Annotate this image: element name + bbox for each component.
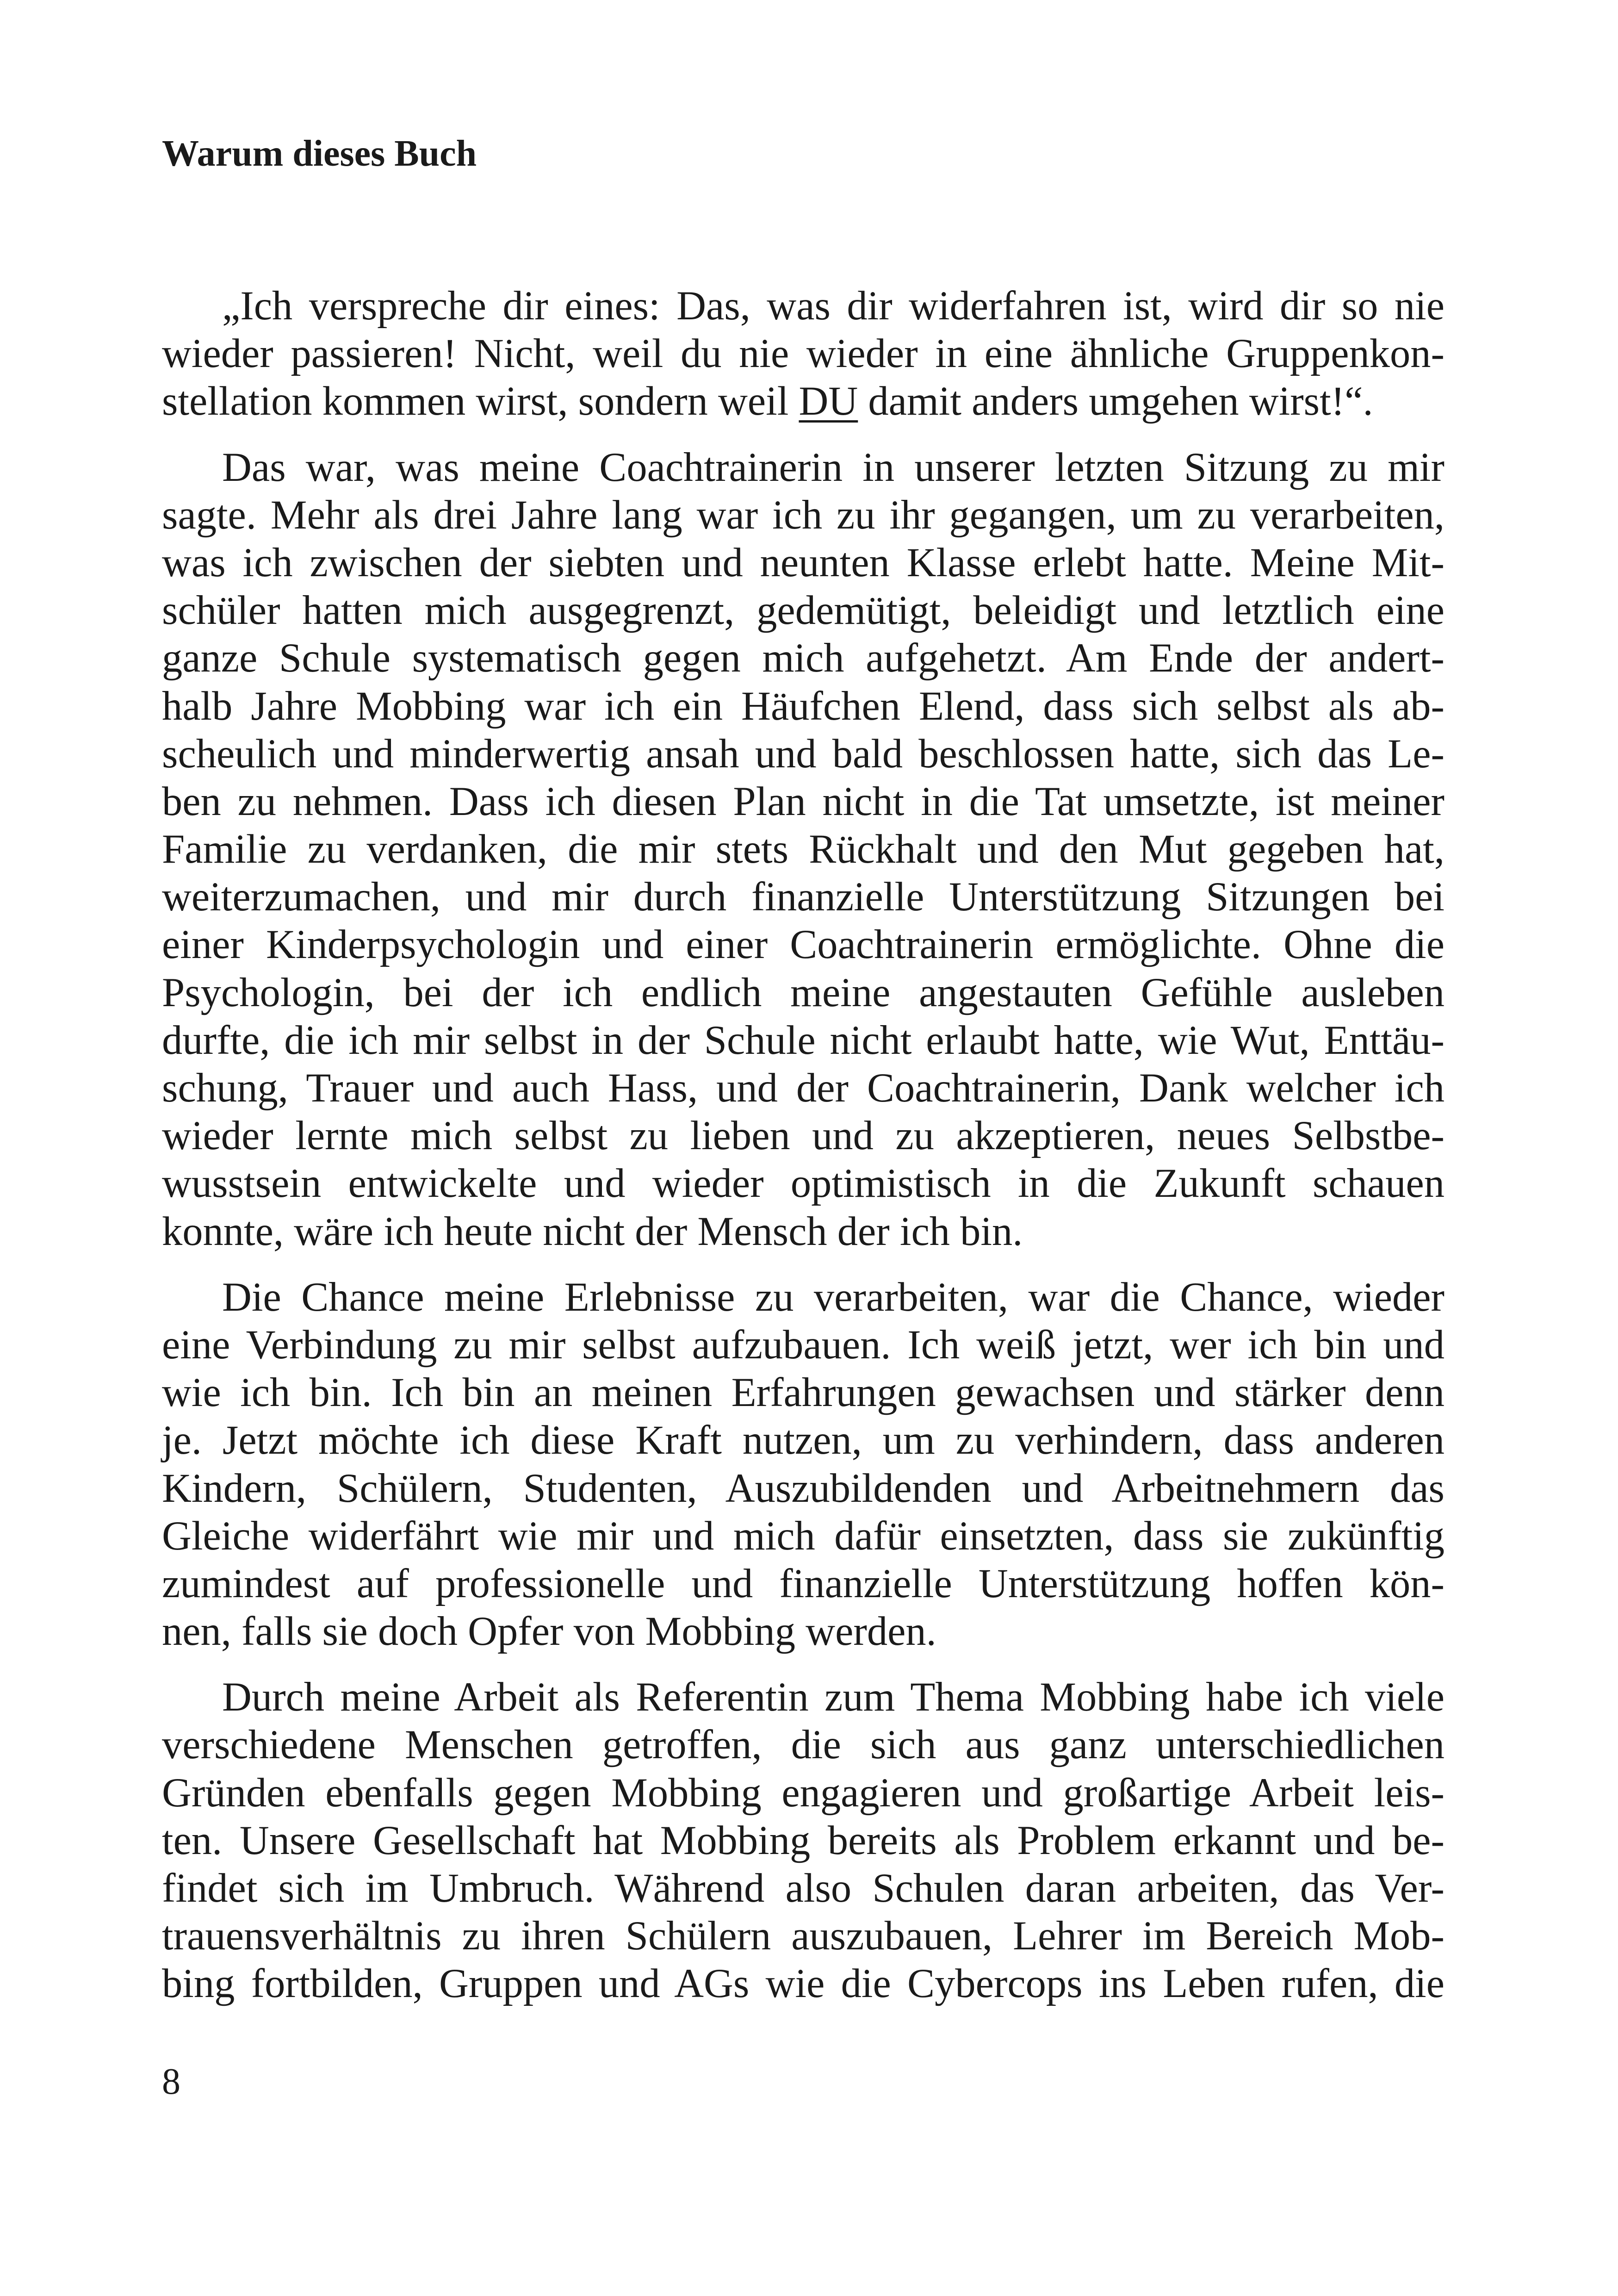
text-line: verschiedene Menschen getroffen, die sich aus ganz unterschiedlichen <box>162 1722 1444 1768</box>
text-line: findet sich im Umbruch. Während also Schulen daran arbeiten, das Ver- <box>162 1866 1444 1911</box>
text-line: einer Kinderpsychologin und einer Coachtrainerin ermöglichte. Ohne die <box>162 922 1444 968</box>
text-line: Gründen ebenfalls gegen Mobbing engagieren und großartige Arbeit leis- <box>162 1770 1444 1816</box>
text-line: Das war, was meine Coachtrainerin in unserer letzten Sitzung zu mir <box>222 444 1444 490</box>
text-line: eine Verbindung zu mir selbst aufzubauen. Ich weiß jetzt, wer ich bin und <box>162 1322 1444 1368</box>
text-line: trauensverhältnis zu ihren Schülern auszubauen, Lehrer im Bereich Mob- <box>162 1913 1444 1959</box>
paragraph-2 <box>162 444 1444 1256</box>
text-line: was ich zwischen der siebten und neunten Klasse erlebt hatte. Meine Mit- <box>162 540 1444 585</box>
text-line: bing fortbilden, Gruppen und AGs wie die Cybercops ins Leben rufen, die <box>162 1961 1444 2007</box>
page-number: 8 <box>162 2061 180 2102</box>
text-line <box>162 378 1444 425</box>
body-text <box>162 282 1444 2026</box>
text-line: je. Jetzt möchte ich diese Kraft nutzen, um zu verhindern, dass anderen <box>162 1418 1444 1463</box>
text-line: ben zu nehmen. Dass ich diesen Plan nicht in die Tat umsetzte, ist meiner <box>162 778 1444 824</box>
text-line: ten. Unsere Gesellschaft hat Mobbing bereits als Problem erkannt und be- <box>162 1817 1444 1863</box>
text-line: halb Jahre Mobbing war ich ein Häufchen Elend, dass sich selbst als ab- <box>162 683 1444 729</box>
text-line: wusstsein entwickelte und wieder optimistisch in die Zukunft schauen <box>162 1161 1444 1207</box>
text-line: wieder lernte mich selbst zu lieben und zu akzeptieren, neues Selbstbe- <box>162 1113 1444 1159</box>
chapter-heading: Warum dieses Buch <box>162 133 477 174</box>
text-line: scheulich und minderwertig ansah und bald beschlossen hatte, sich das Le- <box>162 731 1444 777</box>
text-line: schüler hatten mich ausgegrenzt, gedemütigt, beleidigt und letztlich eine <box>162 588 1444 634</box>
text-segment: stellation kommen wirst, sondern weil <box>162 379 799 424</box>
text-line: sagte. Mehr als drei Jahre lang war ich zu ihr gegangen, um zu verarbeiten, <box>162 492 1444 538</box>
text-line: weiterzumachen, und mir durch finanzielle Unterstützung Sitzungen bei <box>162 874 1444 920</box>
text-line: durfte, die ich mir selbst in der Schule nicht erlaubt hatte, wie Wut, Enttäu- <box>162 1017 1444 1063</box>
paragraph-4 <box>162 1674 1444 2008</box>
text-line: ganze Schule systematisch gegen mich aufgehetzt. Am Ende der andert- <box>162 635 1444 681</box>
text-line: Kindern, Schülern, Studenten, Auszubildenden und Arbeitnehmern das <box>162 1465 1444 1511</box>
text-line: konnte, wäre ich heute nicht der Mensch der ich bin. <box>162 1208 1023 1254</box>
text-line: Die Chance meine Erlebnisse zu verarbeiten, war die Chance, wieder <box>222 1274 1444 1320</box>
underlined-word: DU <box>799 379 858 424</box>
paragraph-1 <box>162 282 1444 426</box>
text-line: wieder passieren! Nicht, weil du nie wieder in eine ähnliche Gruppenkon- <box>162 331 1444 377</box>
text-segment: damit anders umgehen wirst!“. <box>858 379 1373 424</box>
text-line: „Ich verspreche dir eines: Das, was dir widerfahren ist, wird dir so nie <box>222 283 1444 329</box>
text-line: Durch meine Arbeit als Referentin zum Thema Mobbing habe ich viele <box>222 1674 1444 1720</box>
text-line: wie ich bin. Ich bin an meinen Erfahrungen gewachsen und stärker denn <box>162 1370 1444 1416</box>
text-line: schung, Trauer und auch Hass, und der Coachtrainerin, Dank welcher ich <box>162 1065 1444 1111</box>
paragraph-3 <box>162 1274 1444 1656</box>
text-line: zumindest auf professionelle und finanzielle Unterstützung hoffen kön- <box>162 1561 1444 1606</box>
text-line: nen, falls sie doch Opfer von Mobbing werden. <box>162 1609 936 1655</box>
text-line: Psychologin, bei der ich endlich meine angestauten Gefühle ausleben <box>162 970 1444 1015</box>
text-line: Familie zu verdanken, die mir stets Rückhalt und den Mut gegeben hat, <box>162 827 1444 872</box>
text-line: Gleiche widerfährt wie mir und mich dafür einsetzten, dass sie zukünftig <box>162 1513 1444 1559</box>
